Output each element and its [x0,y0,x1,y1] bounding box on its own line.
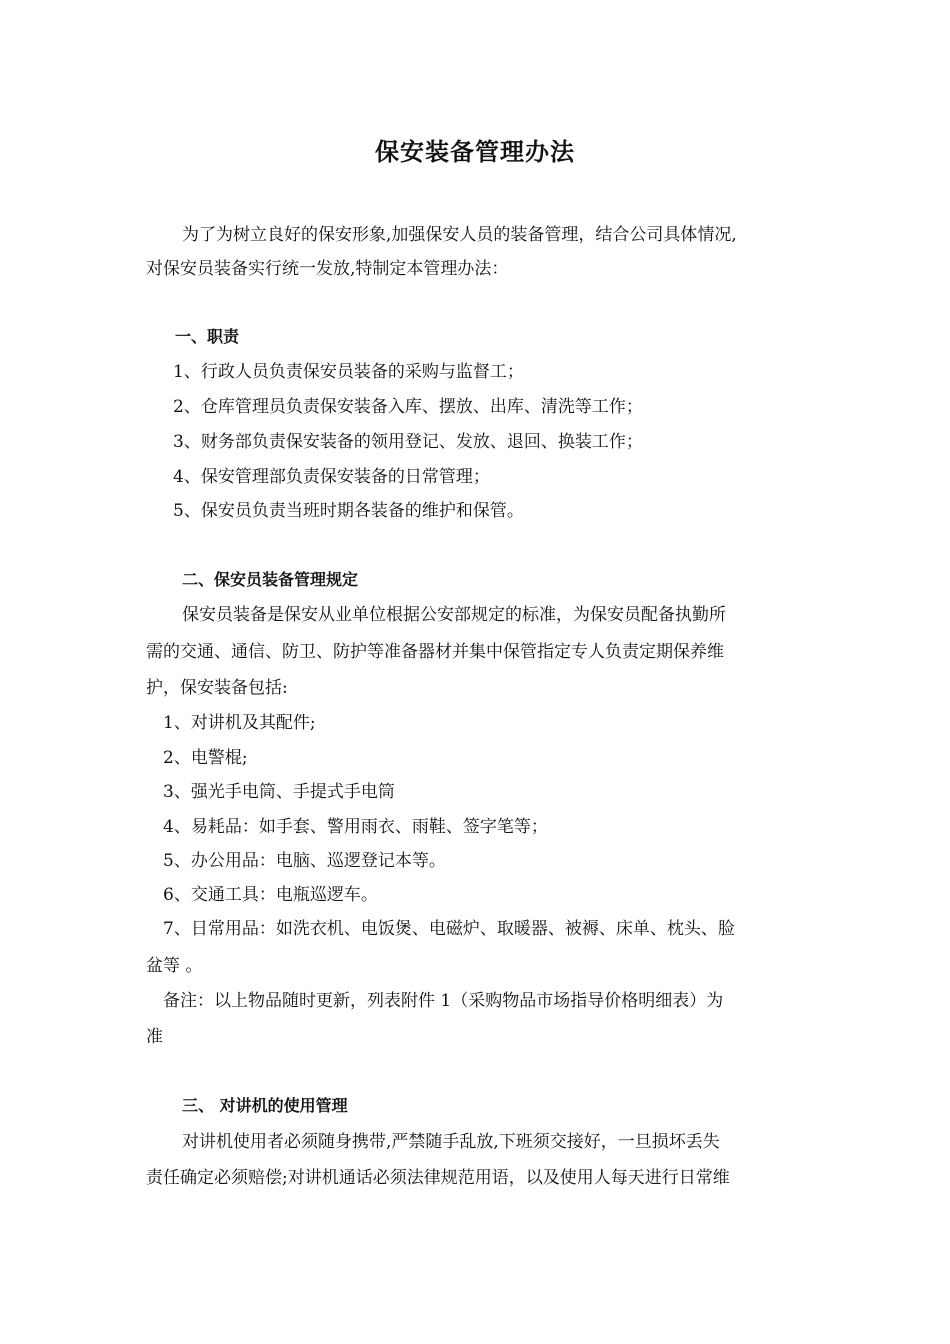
section-3-para-line: 责任确定必须赔偿;对讲机通话必须法律规范用语，以及使用人每天进行日常维 [146,1168,730,1188]
section-2-note-line: 准 [146,1027,163,1047]
section-1-heading: 一、职责 [175,327,240,346]
page-title: 保安装备管理办法 [375,137,575,166]
section-2-para-line: 保安员装备是保安从业单位根据公安部规定的标准，为保安员配备执勤所 [182,605,726,625]
section-1-item: 5、保安员负责当班时期各装备的维护和保管。 [173,501,524,521]
section-2-item: 6、交通工具：电瓶巡逻车。 [163,885,378,905]
section-2-heading: 二、保安员装备管理规定 [182,570,359,589]
section-2-item: 3、强光手电筒、手提式手电筒 [163,782,395,802]
section-1-item: 1、行政人员负责保安员装备的采购与监督工； [173,362,524,382]
section-2-item: 5、办公用品：电脑、巡逻登记本等。 [163,851,446,871]
intro-line-2: 对保安员装备实行统一发放,特制定本管理办法： [146,259,509,279]
intro-line-1: 为了为树立良好的保安形象,加强保安人员的装备管理，结合公司具体情况, [182,225,737,245]
section-2-note-line: 备注：以上物品随时更新，列表附件 1（采购物品市场指导价格明细表）为 [163,991,724,1011]
section-2-para-line: 护，保安装备包括: [146,678,288,698]
section-1-item: 4、保安管理部负责保安装备的日常管理； [173,467,490,487]
section-1-item: 2、仓库管理员负责保安装备入库、摆放、出库、清洗等工作； [173,397,643,417]
section-3-heading: 三、 对讲机的使用管理 [182,1096,348,1115]
section-2-item: 盆等 。 [146,956,203,976]
section-2-item: 7、日常用品：如洗衣机、电饭煲、电磁炉、取暖器、被褥、床单、枕头、脸 [163,919,735,939]
section-2-item: 1、对讲机及其配件; [163,713,316,733]
section-2-item: 2、电警棍; [163,748,248,768]
section-2-item: 4、易耗品：如手套、警用雨衣、雨鞋、签字笔等； [163,817,548,837]
section-1-item: 3、财务部负责保安装备的领用登记、发放、退回、换装工作； [173,432,643,452]
section-2-para-line: 需的交通、通信、防卫、防护等准备器材并集中保管指定专人负责定期保养维 [146,642,724,662]
section-3-para-line: 对讲机使用者必须随身携带,严禁随手乱放,下班须交接好，一旦损坏丢失 [182,1132,720,1152]
